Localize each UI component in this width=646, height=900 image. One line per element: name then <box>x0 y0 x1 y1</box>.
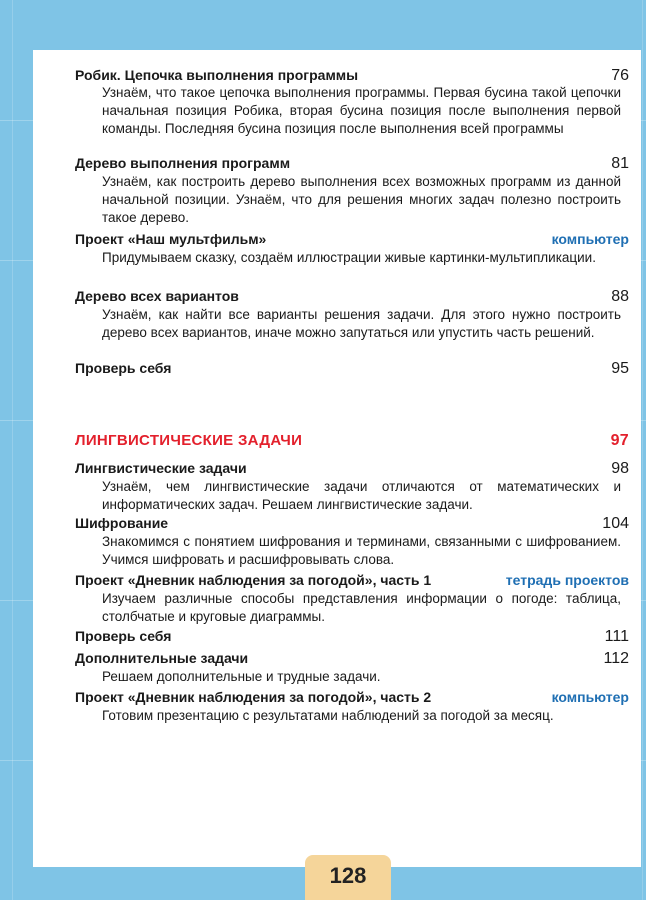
toc-entry-weather-diary-part2[interactable] <box>75 689 629 706</box>
page-number: 98 <box>611 460 629 477</box>
toc-entry-weather-diary-part1[interactable] <box>75 572 629 589</box>
page-number: 81 <box>611 155 629 172</box>
toc-entry-encryption[interactable] <box>75 515 629 532</box>
entry-description: Узнаём, как построить дерево выполнения всех возможных программ из данной начальной позиции. Узнаём, что для решения многих задач полезно построить такое дерево. <box>102 174 621 225</box>
entry-description: Узнаём, как найти все варианты решения задачи. Для этого нужно построить дерево всех вариантов, иначе можно запутаться или упустить часть решений. <box>102 307 621 340</box>
entry-title: Дерево всех вариантов <box>75 288 239 304</box>
entry-title: Робик. Цепочка выполнения программы <box>75 67 359 83</box>
resource-tag: тетрадь проектов <box>505 572 629 588</box>
toc-entry-linguistic-tasks[interactable] <box>75 460 629 477</box>
entry-title: Дополнительные задачи <box>75 650 249 666</box>
entry-description: Изучаем различные способы представления информации о погоде: таблица, столбчатые и круговые диаграммы. <box>102 591 621 624</box>
entry-description: Знакомимся с понятием шифрования и терминами, связанными с шифрованием. Учимся шифровать и расшифровывать слова. <box>102 534 621 567</box>
entry-title: Лингвистические задачи <box>75 460 247 476</box>
toc-entry-robik-chain[interactable] <box>75 67 629 84</box>
entry-title: Проект «Дневник наблюдения за погодой», часть 1 <box>75 572 432 588</box>
entry-title: Шифрование <box>75 515 169 531</box>
entry-title: Проверь себя <box>75 360 172 376</box>
page-number-tab <box>305 855 391 900</box>
section-page-number: 97 <box>610 432 629 449</box>
toc-entry-execution-tree[interactable] <box>75 155 629 172</box>
page-number: 76 <box>611 67 629 84</box>
section-title: ЛИНГВИСТИЧЕСКИЕ ЗАДАЧИ <box>75 432 303 449</box>
entry-description: Узнаём, чем лингвистические задачи отличаются от математических и информатических задач. Решаем лингвистические задачи. <box>102 479 621 512</box>
entry-description: Готовим презентацию с результатами наблюдений за погодой за месяц. <box>102 708 554 723</box>
section-heading[interactable] <box>75 432 629 452</box>
toc-entry-self-check-2[interactable] <box>75 628 629 645</box>
page-number: 111 <box>604 628 629 645</box>
page-number: 88 <box>611 288 629 305</box>
toc-entry-variants-tree[interactable] <box>75 288 629 305</box>
page-number: 95 <box>611 360 629 377</box>
entry-title: Проект «Дневник наблюдения за погодой», часть 2 <box>75 689 432 705</box>
contents-page <box>33 50 641 867</box>
page-number-label: 128 <box>329 863 367 888</box>
page-number: 112 <box>603 650 629 667</box>
entry-title: Дерево выполнения программ <box>75 155 291 171</box>
resource-tag: компьютер <box>551 231 629 247</box>
entry-description: Придумываем сказку, создаём иллюстрации живые картинки-мультипликации. <box>102 250 596 265</box>
entry-description: Узнаём, что такое цепочка выполнения программы. Первая бусина такой цепочки начальная позиция Робика, вторая бусина позиция после выполнения первой команды. Последняя бусина позиция после выполнения всей программы <box>102 85 621 136</box>
toc-entry-extra-tasks[interactable] <box>75 650 629 667</box>
toc-entry-cartoon-project[interactable] <box>75 231 629 248</box>
page-number: 104 <box>602 515 629 532</box>
resource-tag: компьютер <box>551 689 629 705</box>
entry-title: Проверь себя <box>75 628 172 644</box>
toc-entry-self-check[interactable] <box>75 360 629 377</box>
entry-description: Решаем дополнительные и трудные задачи. <box>102 669 381 684</box>
entry-title: Проект «Наш мультфильм» <box>75 231 267 247</box>
